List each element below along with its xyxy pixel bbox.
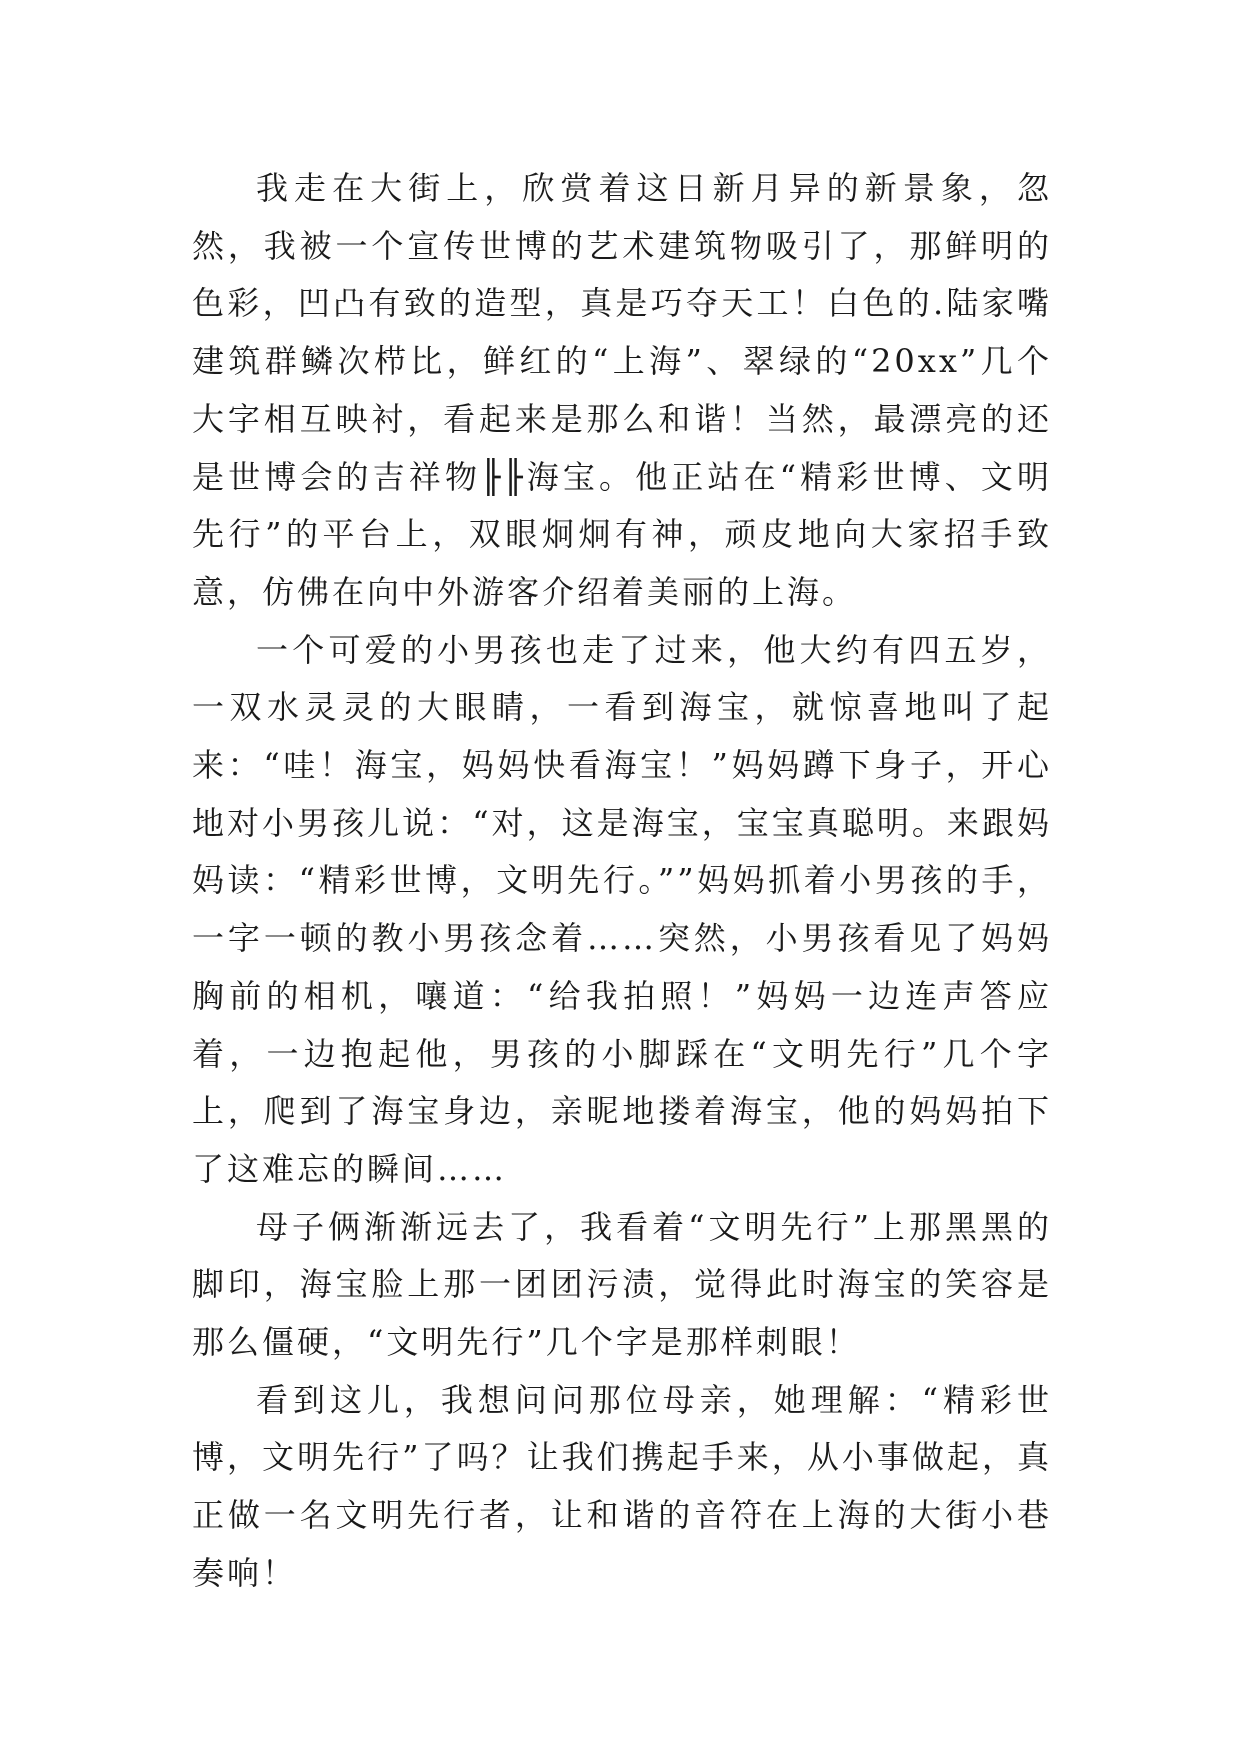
paragraph-4: 看到这儿，我想问问那位母亲，她理解：“精彩世博，文明先行”了吗？让我们携起手来，从小事做起，真正做一名文明先行者，让和谐的音符在上海的大街小巷奏响！ xyxy=(192,1380,1052,1592)
paragraph-3: 母子俩渐渐远去了，我看着“文明先行”上那黑黑的脚印，海宝脸上那一团团污渍，觉得此时海宝的笑容是那么僵硬，“文明先行”几个字是那样刺眼！ xyxy=(192,1207,1052,1362)
essay-body xyxy=(192,160,1052,1603)
paragraph-2: 一个可爱的小男孩也走了过来，他大约有四五岁，一双水灵灵的大眼睛，一看到海宝，就惊喜地叫了起来：“哇！海宝，妈妈快看海宝！”妈妈蹲下身子，开心地对小男孩儿说：“对，这是海宝，宝宝真聪明。来跟妈妈读：“精彩世博，文明先行。””妈妈抓着小男孩的手，一字一顿的教小男孩念着……突然，小男孩看见了妈妈胸前的相机，嚷道：“给我拍照！”妈妈一边连声答应着，一边抱起他，男孩的小脚踩在“文明先行”几个字上，爬到了海宝身边，亲昵地搂着海宝，他的妈妈拍下了这难忘的瞬间…… xyxy=(192,630,1052,1188)
paragraph-1: 我走在大街上，欣赏着这日新月异的新景象，忽然，我被一个宣传世博的艺术建筑物吸引了，那鲜明的色彩，凹凸有致的造型，真是巧夺天工！白色的.陆家嘴建筑群鳞次栉比，鲜红的“上海”、翠绿的“20xx”几个大字相互映衬，看起来是那么和谐！当然，最漂亮的还是世博会的吉祥物╟╟海宝。他正站在“精彩世博、文明先行”的平台上，双眼炯炯有神，顽皮地向大家招手致意，仿佛在向中外游客介绍着美丽的上海。 xyxy=(192,169,1052,611)
